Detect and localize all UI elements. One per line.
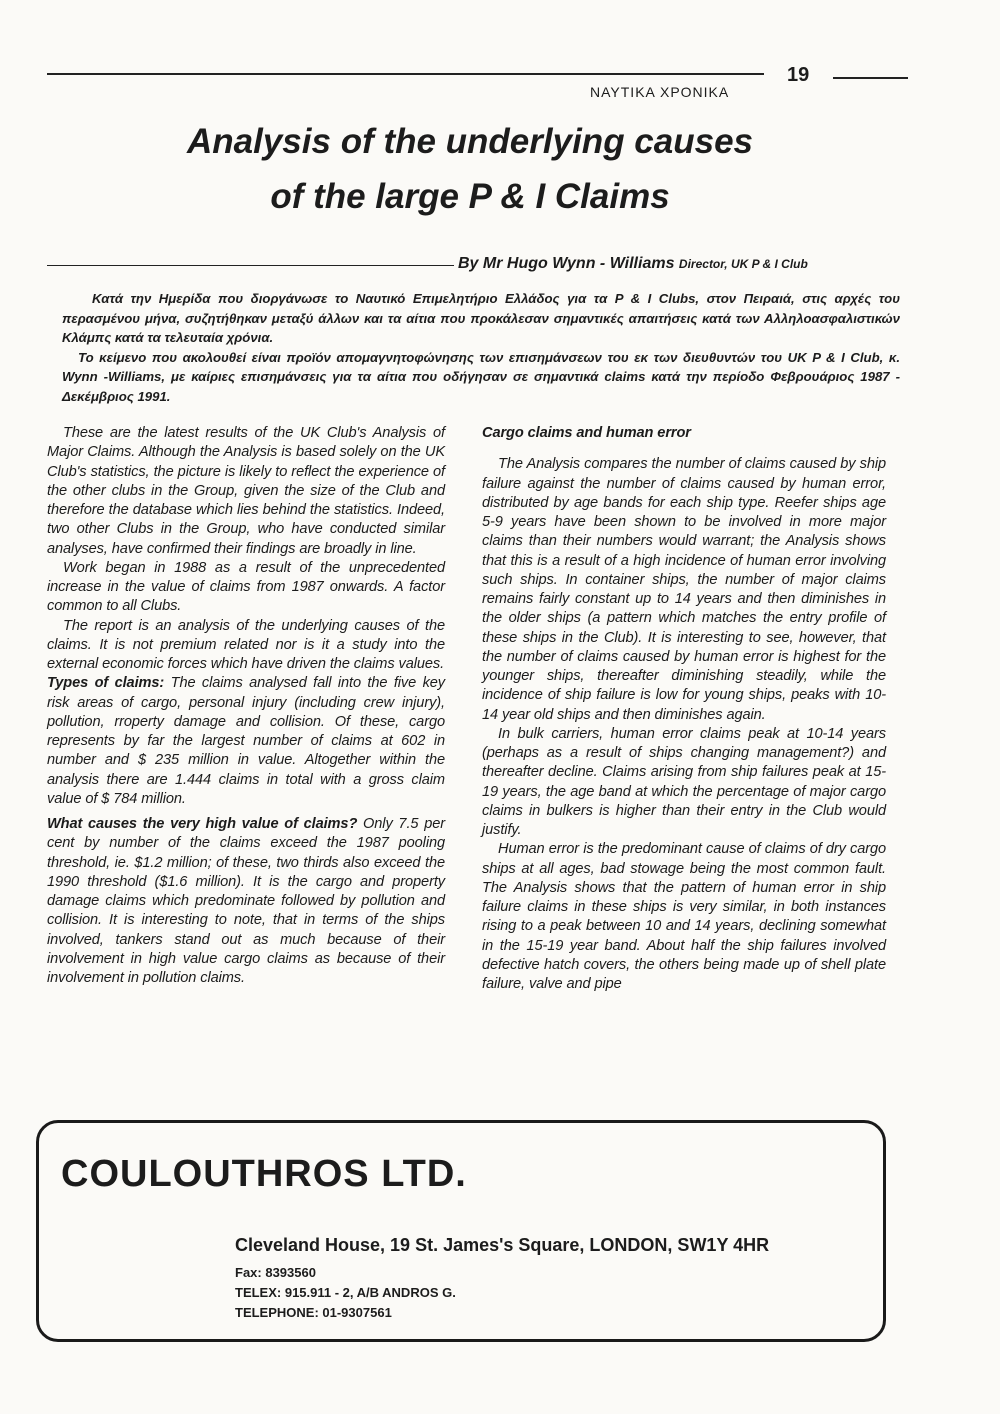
body-paragraph: Work began in 1988 as a result of the unprecedented increase in the value of claims from 1987 onwards. A factor common to all Clubs. xyxy=(47,559,445,615)
header-rule-left xyxy=(47,73,764,75)
body-paragraph: In bulk carriers, human error claims peak at 10-14 years (perhaps as a result of ships changing management?) and thereafter decline. Claims arising from ship failures peak at 15-19 years, the age band at which the percentage of major cargo claims in bulkers is higher than their entry in the Club would justify. xyxy=(482,725,886,838)
publication-name: ΝΑΥΤΙΚΑ ΧΡΟΝΙΚΑ xyxy=(590,84,730,100)
advert-telephone: TELEPHONE: 01-9307561 xyxy=(235,1305,392,1320)
high-value-text: Only 7.5 per cent by number of the claims exceed the 1987 pooling threshold, ie. $1.2 million; of these, two thirds also exceed the 1990 threshold ($1.6 million). It is the cargo and property damage claims which predominate followed by pollution and collision. It is interesting to note, that in terms of the ships involved, tankers stand out as much because of their involvement in high value cargo claims as because of their involvement in pollution claims. xyxy=(47,816,445,986)
column-right xyxy=(482,424,886,994)
advert-company-name: COULOUTHROS LTD. xyxy=(61,1153,467,1195)
body-paragraph: The report is an analysis of the underlying causes of the claims. It is not premium related nor is it a study into the external economic forces which have driven the claims values. xyxy=(47,617,445,672)
advertisement-box xyxy=(36,1120,886,1342)
byline-author: By Mr Hugo Wynn - Williams xyxy=(458,255,675,272)
advert-fax: Fax: 8393560 xyxy=(235,1265,316,1280)
column-left xyxy=(47,424,445,988)
page-number: 19 xyxy=(787,64,810,86)
body-paragraph: Human error is the predominant cause of claims of dry cargo ships at all ages, bad stowage being the most common fault. The Analysis shows that the pattern of human error in ship failure claims in these ships is very similar, in both instances rising to a peak between 10 and 14 years, declining somewhat in the 15-19 year band. About half the ship failures involved defective hatch covers, the others being made up of shell plate failure, valve and pipe xyxy=(482,841,886,992)
body-paragraph: These are the latest results of the UK Club's Analysis of Major Claims. Although the Analysis is based solely on the UK Club's statistics, the picture is likely to reflect the experience of the other clubs in the Group, given the size of the Club and therefore the database which lies behind the statistics. Indeed, two other Clubs in the Group, who have conducted similar analyses, have confirmed their findings are broadly in line. xyxy=(47,425,445,557)
high-value-heading: What causes the very high value of claims? xyxy=(47,816,358,832)
title-line-2: of the large P & I Claims xyxy=(270,177,670,216)
article-title xyxy=(60,114,880,224)
byline-role: Director, UK P & I Club xyxy=(678,257,808,271)
intro-paragraph-1: Κατά την Ημερίδα που διοργάνωσε το Ναυτικό Επιμελητήριο Ελλάδος για τα P & I Clubs, στον Πειραιά, στις αρχές του περασμένου μήνα, συζητήθηκαν μεταξύ άλλων και τα αίτια που προκάλεσαν σημαντικές απαιτήσεις κατά των Αλληλοασφαλιστικών Κλάμπς κατά τα τελευταία χρόνια. xyxy=(62,291,900,345)
body-paragraph: The Analysis compares the number of claims caused by ship failure against the number of claims caused by human error, distributed by age bands for each ship type. Reefer ships age 5-9 years have been shown to be involved in more major claims than their numbers would warrant; the Analysis shows that this is a result of a high incidence of human error involving such ships. In container ships, the number of major claims remains fairly constant up to 14 years and then diminishes in the older ships (a pattern which matches the entry profile of these ships in the Club). It is interesting to see, however, that the number of claims caused by human error is highest for the younger ships, thereafter diminishing steadily, while the incidence of ship failure is low for young ships, peaks with 10-14 year old ships and then diminishes again. xyxy=(482,456,886,723)
types-of-claims-heading: Types of claims: xyxy=(47,675,165,692)
byline xyxy=(458,255,808,273)
byline-rule xyxy=(47,265,454,266)
high-value-paragraph xyxy=(47,815,445,988)
intro-greek xyxy=(62,289,900,406)
types-of-claims-text: The claims analysed fall into the five key risk areas of cargo, personal injury (including crew injury), pollution, rroperty damage and collision. Of these, cargo represents by far the largest number of claims at 602 in number and $ 235 million in value. Altogether within the analysis there are 1.444 claims in total with a gross claim value of $ 784 million. xyxy=(47,675,445,807)
advert-address: Cleveland House, 19 St. James's Square, LONDON, SW1Y 4HR xyxy=(235,1235,770,1255)
cargo-claims-heading: Cargo claims and human error xyxy=(482,425,691,441)
types-of-claims-paragraph xyxy=(47,674,445,809)
advert-telex: TELEX: 915.911 - 2, A/B ANDROS G. xyxy=(235,1285,456,1300)
intro-paragraph-2: Το κείμενο που ακολουθεί είναι προϊόν απομαγνητοφώνησης των επισημάνσεων του εκ των διευθυντών του UK P & I Club, κ. Wynn -Williams, με καίριες επισημάνσεις για τα αίτια που οδήγησαν σε σημαντικά claims κατά την περίοδο Φεβρουάριος 1987 - Δεκέμβριος 1991. xyxy=(62,349,900,404)
header-rule-right xyxy=(833,77,908,79)
title-line-1: Analysis of the underlying causes xyxy=(187,122,753,161)
